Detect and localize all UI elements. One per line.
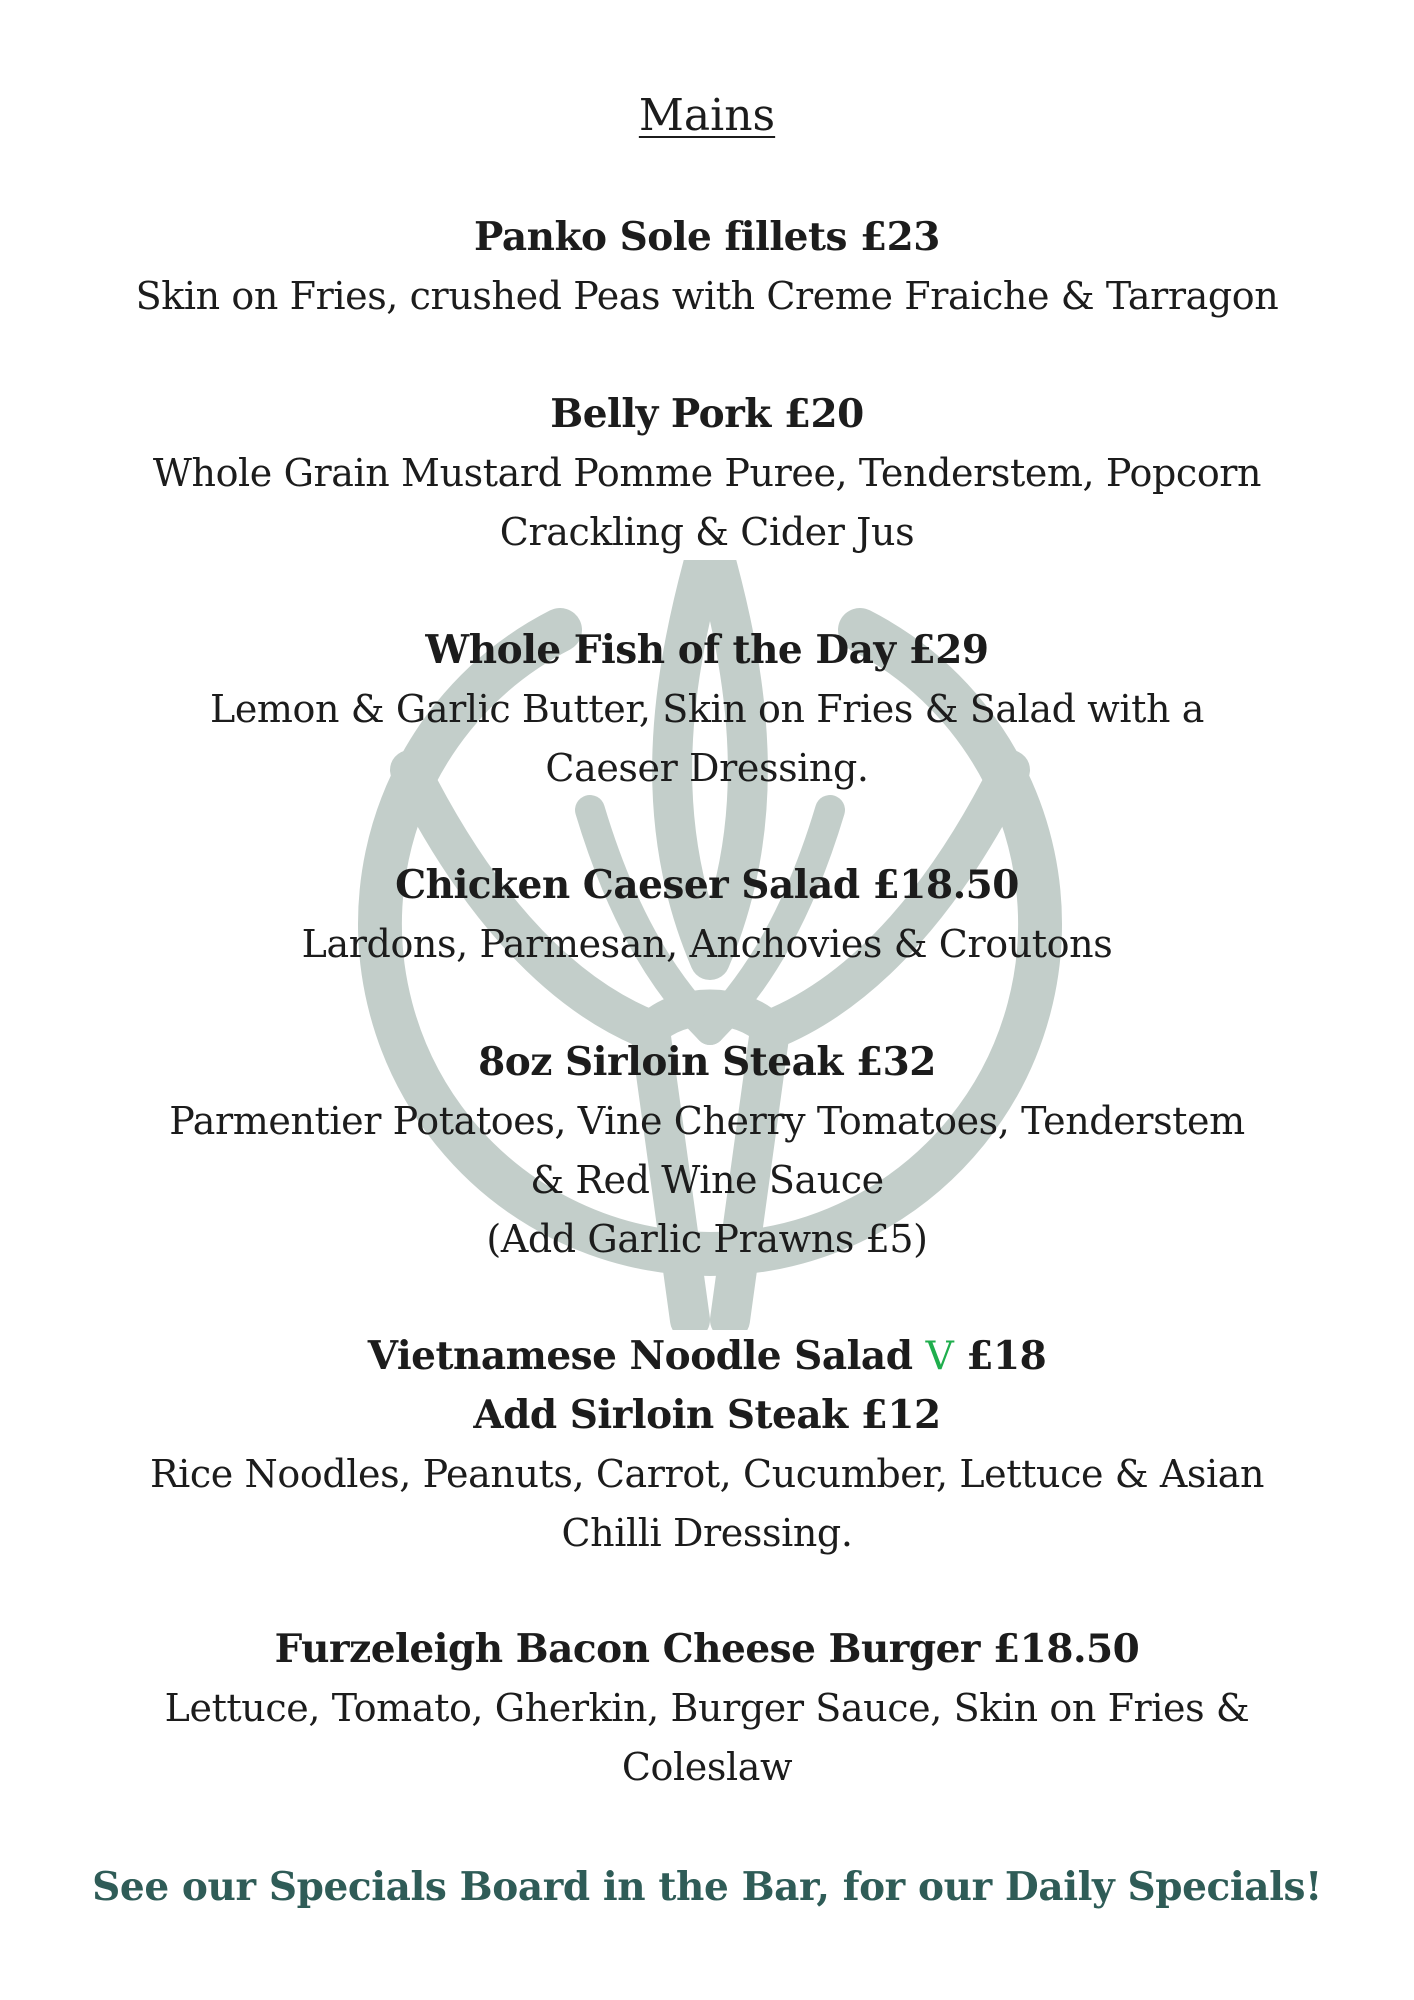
item-name bbox=[0, 1327, 1414, 1386]
menu-item-bacon-burger bbox=[0, 1620, 1414, 1797]
item-addon: Add Sirloin Steak £12 bbox=[473, 1392, 941, 1438]
item-name-text: Vietnamese Noodle Salad bbox=[367, 1333, 913, 1379]
item-description-line: Rice Noodles, Peanuts, Carrot, Cucumber, Lettuce & Asian bbox=[149, 1452, 1265, 1496]
item-description-line: Parmentier Potatoes, Vine Cherry Tomatoes, Tenderstem bbox=[169, 1099, 1245, 1143]
item-description-line: Caeser Dressing. bbox=[545, 746, 869, 790]
item-extra: (Add Garlic Prawns £5) bbox=[486, 1217, 928, 1261]
menu-item-belly-pork bbox=[0, 385, 1414, 562]
item-description-line: & Red Wine Sauce bbox=[530, 1158, 884, 1202]
item-price: £18 bbox=[966, 1333, 1047, 1379]
item-description-line: Chilli Dressing. bbox=[561, 1511, 853, 1555]
menu-item-whole-fish bbox=[0, 621, 1414, 798]
menu-item-vietnamese-noodle bbox=[0, 1327, 1414, 1563]
page-title: Mains bbox=[638, 90, 776, 141]
menu-item-panko-sole bbox=[0, 208, 1414, 326]
item-description-line: Crackling & Cider Jus bbox=[499, 510, 915, 554]
specials-note: See our Specials Board in the Bar, for our Daily Specials! bbox=[92, 1864, 1322, 1910]
item-description: Lardons, Parmesan, Anchovies & Croutons bbox=[301, 922, 1113, 966]
item-name: Whole Fish of the Day £29 bbox=[425, 627, 989, 673]
item-description: Skin on Fries, crushed Peas with Creme Fraiche & Tarragon bbox=[135, 274, 1279, 318]
menu-item-sirloin-steak bbox=[0, 1033, 1414, 1269]
item-name: 8oz Sirloin Steak £32 bbox=[478, 1039, 936, 1085]
item-name: Panko Sole fillets £23 bbox=[474, 214, 940, 260]
item-name: Belly Pork £20 bbox=[550, 391, 864, 437]
item-name: Furzeleigh Bacon Cheese Burger £18.50 bbox=[274, 1626, 1140, 1672]
item-description-line: Whole Grain Mustard Pomme Puree, Tenderstem, Popcorn bbox=[152, 451, 1262, 495]
menu-item-chicken-caeser bbox=[0, 856, 1414, 974]
item-description-line: Lemon & Garlic Butter, Skin on Fries & Salad with a bbox=[209, 687, 1205, 731]
vegetarian-badge: V bbox=[925, 1334, 954, 1379]
item-description-line: Coleslaw bbox=[621, 1745, 793, 1789]
item-name: Chicken Caeser Salad £18.50 bbox=[395, 862, 1019, 908]
item-description-line: Lettuce, Tomato, Gherkin, Burger Sauce, Skin on Fries & bbox=[164, 1686, 1250, 1730]
